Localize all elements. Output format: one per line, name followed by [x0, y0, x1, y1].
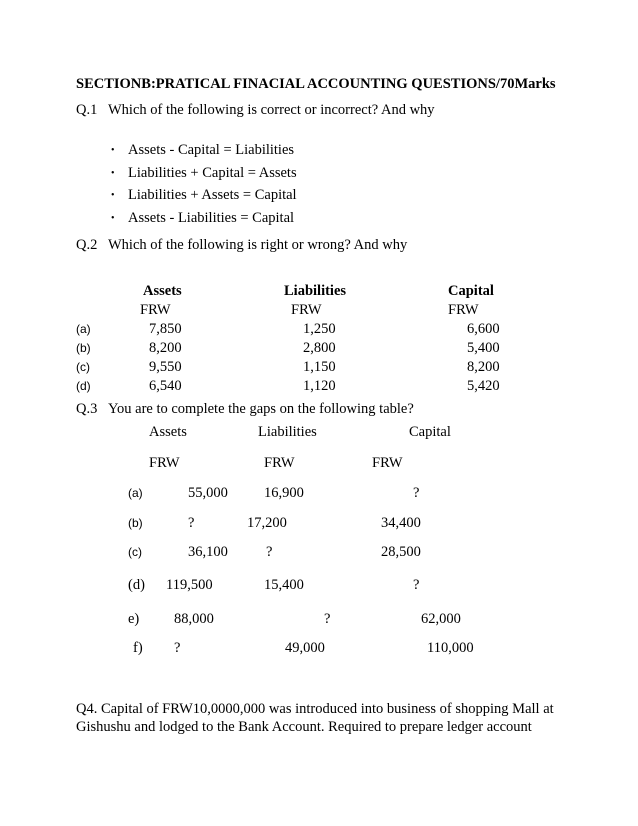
q2-row-label: (c) — [76, 360, 90, 374]
q2-cell-liabilities: 2,800 — [303, 340, 336, 356]
q2-cell-liabilities: 1,150 — [303, 359, 336, 375]
list-item: Assets - Capital = Liabilities — [128, 142, 295, 158]
q3-cell-capital: 110,000 — [427, 640, 474, 656]
q3-header-liabilities: Liabilities — [258, 424, 317, 440]
q2-cell-capital: 6,600 — [467, 321, 500, 337]
q3-cell-liabilities: 49,000 — [285, 640, 325, 656]
section-title: SECTIONB:PRATICAL FINACIAL ACCOUNTING QUESTIONS/70Marks — [76, 76, 556, 92]
q2-cell-liabilities: 1,120 — [303, 378, 336, 394]
q2-cell-assets: 7,850 — [149, 321, 182, 337]
q3-cell-capital: 34,400 — [381, 515, 421, 531]
q3-cell-assets: 36,100 — [188, 544, 228, 560]
bullet-icon: • — [111, 168, 115, 179]
q2-cell-assets: 9,550 — [149, 359, 182, 375]
q3-text: You are to complete the gaps on the following table? — [108, 401, 414, 417]
q3-cell-capital: ? — [413, 577, 420, 593]
bullet-icon: • — [111, 145, 115, 156]
q2-cell-liabilities: 1,250 — [303, 321, 336, 337]
q3-cell-capital: ? — [413, 485, 420, 501]
q3-cell-liabilities: 16,900 — [264, 485, 304, 501]
q3-unit-assets: FRW — [149, 455, 180, 471]
q2-header-assets: Assets — [143, 283, 182, 299]
q1-text: Which of the following is correct or incorrect? And why — [108, 102, 435, 118]
q2-cell-assets: 8,200 — [149, 340, 182, 356]
q2-row-label: (b) — [76, 341, 91, 355]
q4-line-2: Gishushu and lodged to the Bank Account. Required to prepare ledger account — [76, 719, 532, 735]
q2-row-label: (d) — [76, 379, 91, 393]
q3-cell-assets: ? — [174, 640, 181, 656]
q3-cell-liabilities: ? — [324, 611, 331, 627]
q3-number: Q.3 — [76, 401, 98, 417]
q3-cell-liabilities: 17,200 — [247, 515, 287, 531]
q3-cell-assets: ? — [188, 515, 195, 531]
q2-row-label: (a) — [76, 322, 91, 336]
q2-unit-liabilities: FRW — [291, 302, 322, 318]
q2-text: Which of the following is right or wrong? And why — [108, 237, 408, 253]
q3-cell-capital: 28,500 — [381, 544, 421, 560]
q4-line-1: Q4. Capital of FRW10,0000,000 was introduced into business of shopping Mall at — [76, 701, 554, 717]
q3-cell-liabilities: ? — [266, 544, 273, 560]
q3-unit-liabilities: FRW — [264, 455, 295, 471]
q3-cell-assets: 119,500 — [166, 577, 213, 593]
q3-row-label: e) — [128, 611, 140, 627]
q2-cell-capital: 8,200 — [467, 359, 500, 375]
q3-row-label: (a) — [128, 486, 143, 500]
q3-row-label: (b) — [128, 516, 143, 530]
q2-unit-capital: FRW — [448, 302, 479, 318]
q2-header-capital: Capital — [448, 283, 494, 299]
q3-cell-assets: 55,000 — [188, 485, 228, 501]
q3-unit-capital: FRW — [372, 455, 403, 471]
q1-number: Q.1 — [76, 102, 98, 118]
q3-header-capital: Capital — [409, 424, 451, 440]
q3-cell-capital: 62,000 — [421, 611, 461, 627]
q2-cell-capital: 5,400 — [467, 340, 500, 356]
q3-cell-liabilities: 15,400 — [264, 577, 304, 593]
q2-header-liabilities: Liabilities — [284, 283, 347, 299]
q3-row-label: (c) — [128, 545, 142, 559]
q2-cell-assets: 6,540 — [149, 378, 182, 394]
bullet-icon: • — [111, 190, 115, 201]
bullet-icon: • — [111, 213, 115, 224]
list-item: Assets - Liabilities = Capital — [128, 210, 295, 226]
q3-row-label: f) — [133, 640, 143, 656]
q3-row-label: (d) — [128, 577, 145, 593]
q3-cell-assets: 88,000 — [174, 611, 214, 627]
q2-unit-assets: FRW — [140, 302, 171, 318]
list-item: Liabilities + Assets = Capital — [128, 187, 297, 203]
q2-number: Q.2 — [76, 237, 98, 253]
q3-header-assets: Assets — [149, 424, 187, 440]
list-item: Liabilities + Capital = Assets — [128, 165, 297, 181]
q2-cell-capital: 5,420 — [467, 378, 500, 394]
